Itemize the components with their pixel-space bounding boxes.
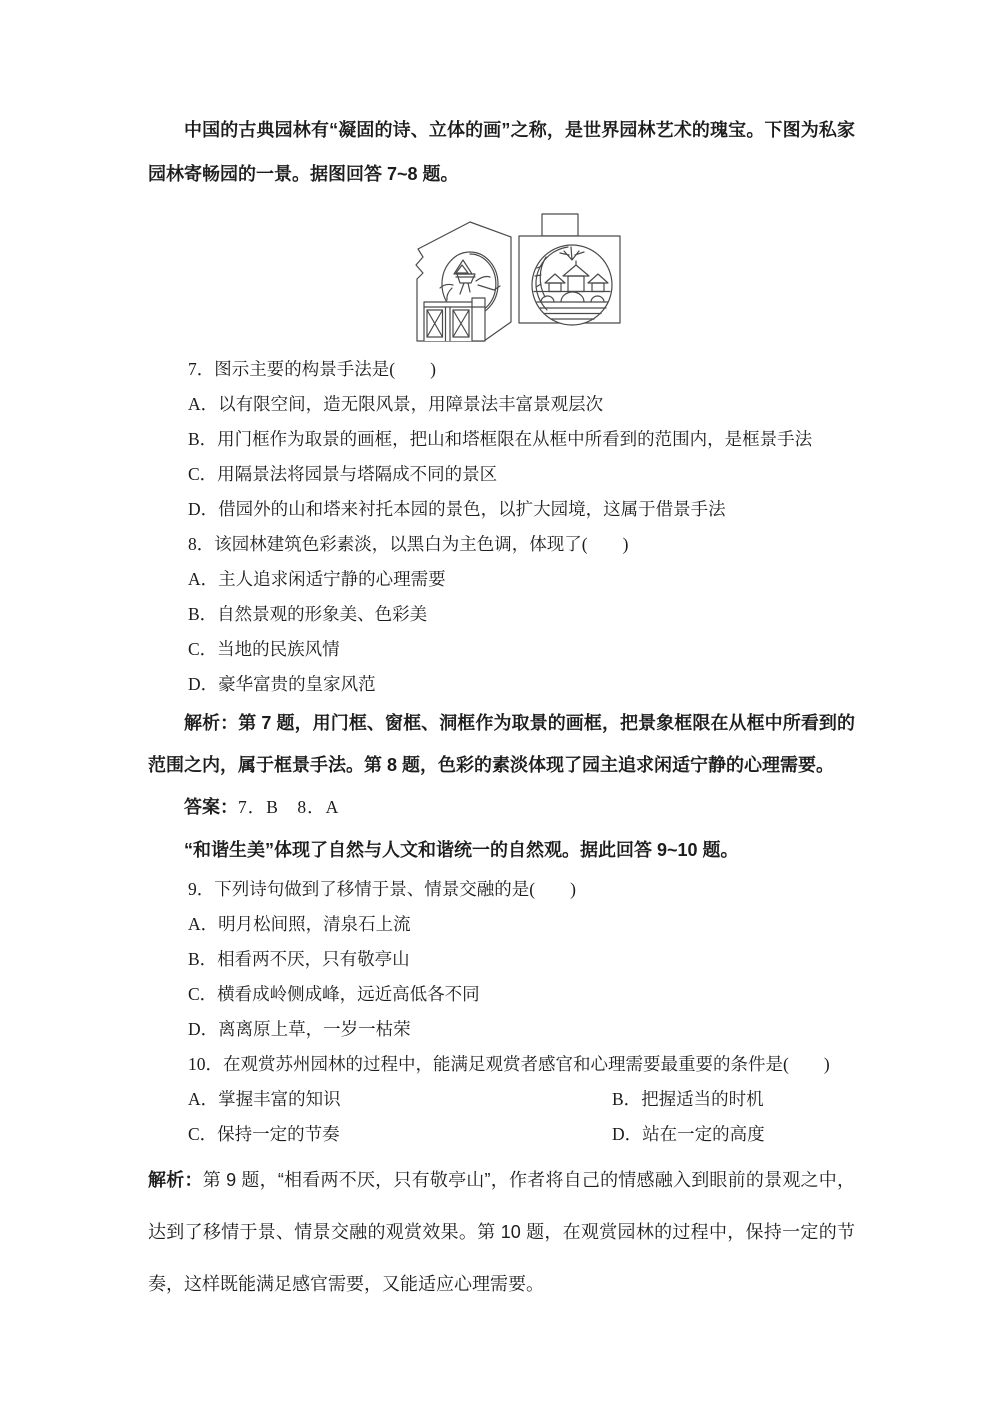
- garden-figure: [400, 204, 855, 348]
- question-8-option-d: D．豪华富贵的皇家风范: [188, 674, 376, 694]
- lattice-fence: [424, 298, 485, 341]
- question-10-option-d: D．站在一定的高度: [612, 1124, 765, 1144]
- question-9-option-a: A．明月松间照，清泉石上流: [188, 914, 411, 934]
- moon-gate-wall: [519, 214, 620, 325]
- question-7-stem: 7．图示主要的构景手法是( ): [188, 359, 436, 379]
- analysis-text-2: 第 9 题，“相看两不厌，只有敬亭山”，作者将自己的情感融入到眼前的景观之中，达到了移情于景、情景交融的观赏效果。第 10 题，在观赏园林的过程中，保持一定的节奏，这样既能满足感官需要，又能适应心理需要。: [148, 1170, 856, 1294]
- question-7-option-a: A．以有限空间，造无限风景，用障景法丰富景观层次: [188, 394, 604, 414]
- question-10-stem: 10．在观赏苏州园林的过程中，能满足观赏者感官和心理需要最重要的条件是( ): [188, 1054, 830, 1074]
- question-10-options-row-2: [148, 1117, 855, 1152]
- question-10-option-c: C．保持一定的节奏: [188, 1124, 340, 1144]
- question-7-option-b: B．用门框作为取景的画框，把山和塔框限在从框中所看到的范围内，是框景手法: [188, 429, 813, 449]
- analysis-q9-q10: [148, 1154, 855, 1310]
- answer-q7-q8: [148, 786, 855, 828]
- question-10-options-row-1: [148, 1082, 855, 1117]
- passage-gardens: 中国的古典园林有“凝固的诗、立体的画”之称，是世界园林艺术的瑰宝。下图为私家园林寄畅园的一景。据图回答 7~8 题。: [148, 120, 855, 184]
- question-9-option-c: C．横看成岭侧成峰，远近高低各不同: [188, 984, 480, 1004]
- analysis-label-2: 解析：: [148, 1170, 203, 1190]
- question-7-option-d: D．借园外的山和塔来衬托本园的景色，以扩大园境，这属于借景手法: [188, 499, 726, 519]
- question-9-option-b: B．相看两不厌，只有敬亭山: [188, 949, 410, 969]
- garden-framing-illustration: [400, 204, 660, 348]
- question-8: [148, 527, 855, 702]
- question-9: [148, 872, 855, 1047]
- analysis-q7-q8: [148, 702, 855, 786]
- question-8-option-c: C．当地的民族风情: [188, 639, 340, 659]
- wall-top-block: [542, 214, 578, 236]
- vase-window-wall: [416, 222, 511, 341]
- question-9-stem: 9．下列诗句做到了移情于景、情景交融的是( ): [188, 879, 576, 899]
- answer-value: 7．B 8．A: [238, 797, 340, 817]
- question-10-option-b: B．把握适当的时机: [612, 1089, 764, 1109]
- question-10-option-a: A．掌握丰富的知识: [188, 1089, 341, 1109]
- question-8-option-a: A．主人追求闲适宁静的心理需要: [188, 569, 446, 589]
- question-7: [148, 352, 855, 527]
- question-8-stem: 8．该园林建筑色彩素淡，以黑白为主色调，体现了( ): [188, 534, 629, 554]
- question-7-option-c: C．用隔景法将园景与塔隔成不同的景区: [188, 464, 498, 484]
- answer-label: 答案：: [184, 797, 238, 817]
- question-10: [148, 1047, 855, 1152]
- question-9-option-d: D．离离原上草，一岁一枯荣: [188, 1019, 411, 1039]
- analysis-text: 第 7 题，用门框、窗框、洞框作为取景的画框，把景象框限在从框中所看到的范围之内，属于框景手法。第 8 题，色彩的素淡体现了园主追求闲适宁静的心理需要。: [148, 713, 856, 775]
- fence-pedestal: [472, 298, 485, 341]
- question-8-option-b: B．自然景观的形象美、色彩美: [188, 604, 428, 624]
- analysis-label: 解析：: [184, 713, 239, 733]
- passage-harmony: “和谐生美”体现了自然与人文和谐统一的自然观。据此回答 9~10 题。: [184, 840, 739, 860]
